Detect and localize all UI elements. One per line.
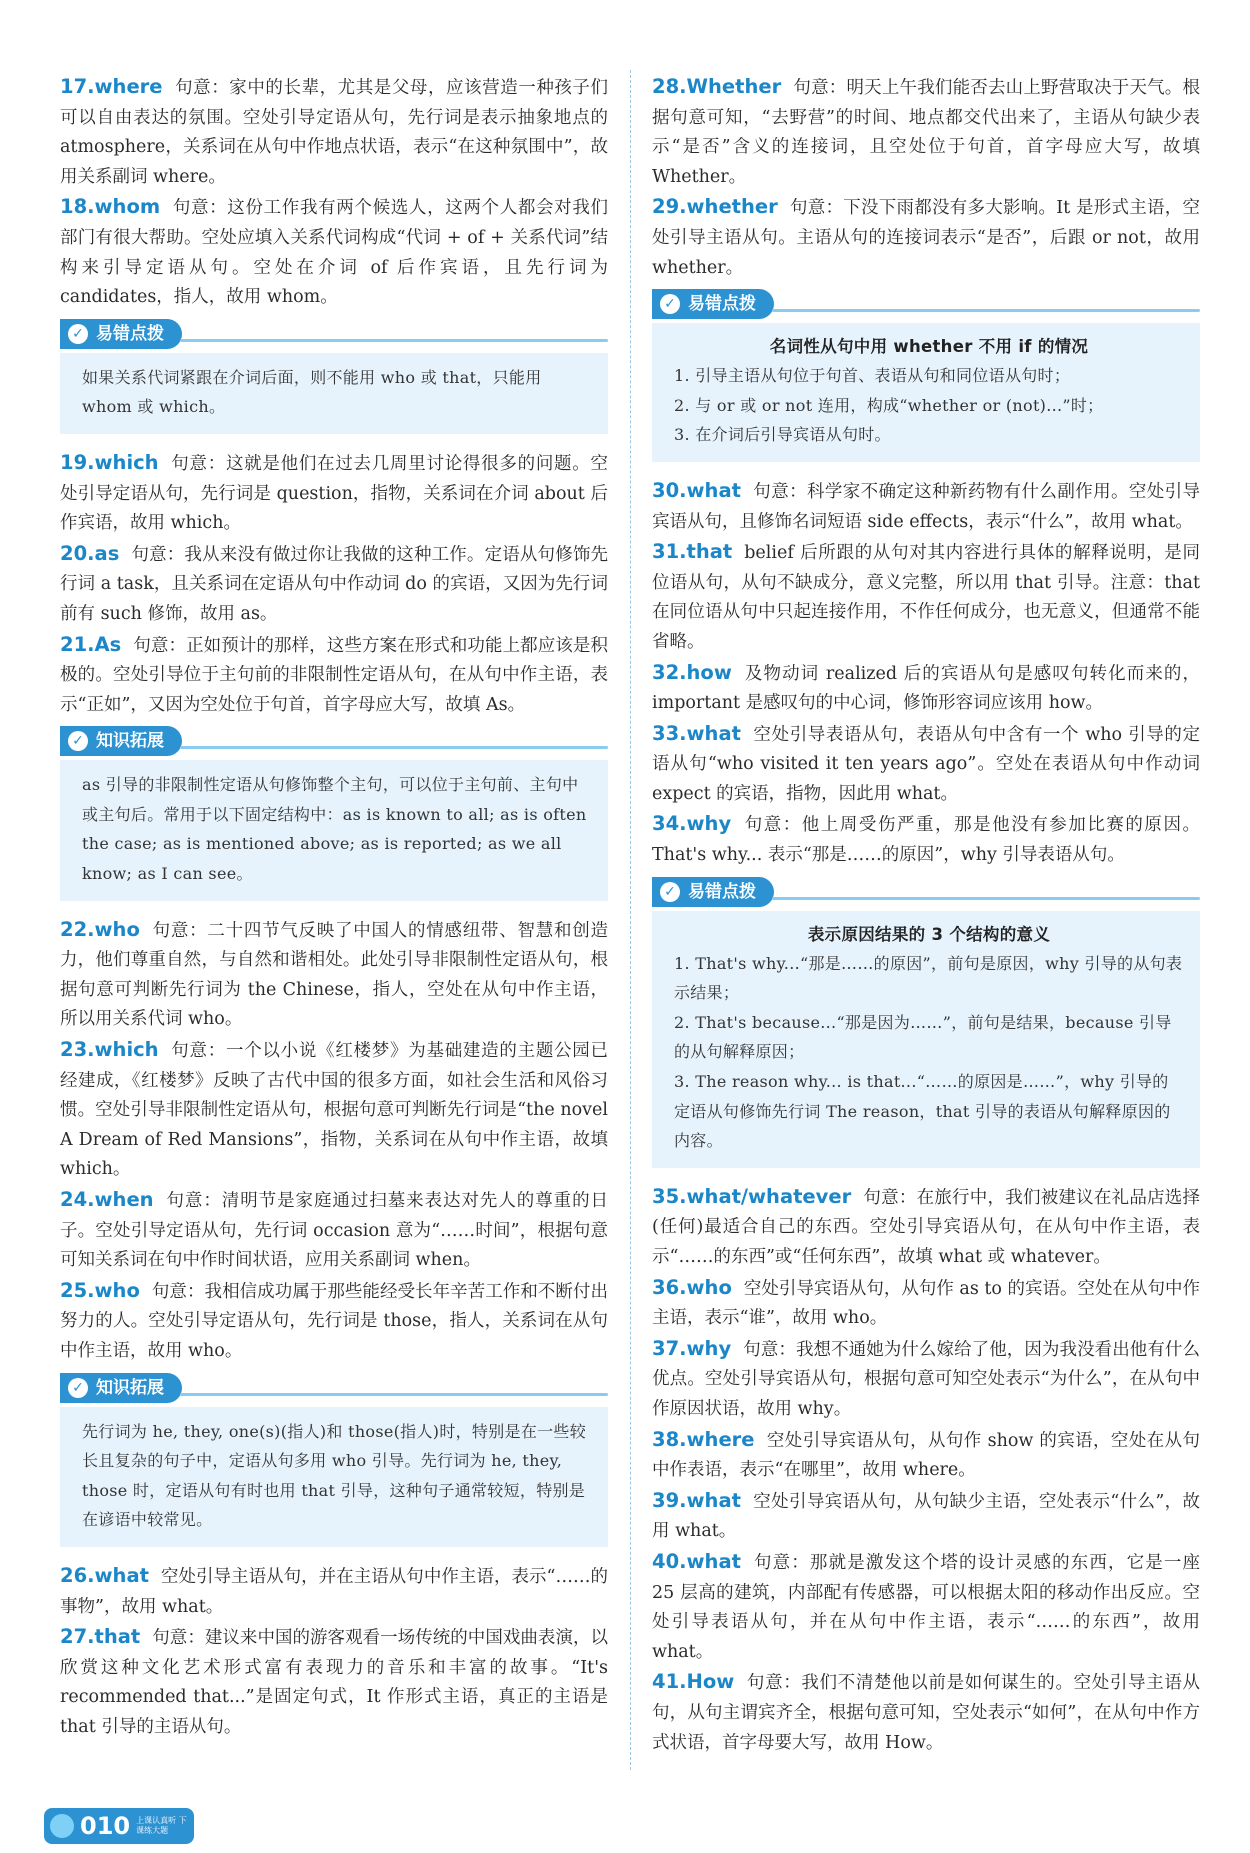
answer-entry (652, 476, 1200, 537)
answer-number: 25.who (60, 1278, 140, 1302)
answer-explanation: 句意：这就是他们在过去几周里讨论得很多的问题。空处引导定语从句，先行词是 question，指物，关系词在介词 about 后作宾语，故用 which。 (60, 453, 608, 534)
answer-explanation: 空处引导宾语从句，从句缺少主语，空处表示“什么”，故用 what。 (652, 1491, 1200, 1542)
right-entries-3 (652, 1182, 1200, 1758)
box-heading: 名词性从句中用 whether 不用 if 的情况 (769, 337, 1089, 357)
answer-entry (652, 1273, 1200, 1334)
box-tab (652, 289, 774, 319)
check-circle-icon: ✓ (660, 294, 680, 314)
check-circle-icon: ✓ (68, 1378, 88, 1398)
answer-entry (60, 192, 608, 312)
left-entries-4 (60, 1561, 608, 1743)
answer-number: 33.what (652, 721, 741, 745)
answer-number: 18.whom (60, 195, 161, 219)
answer-number: 36.who (652, 1275, 732, 1299)
answer-number: 20.as (60, 541, 120, 565)
answer-entry (652, 809, 1200, 870)
answer-entry (652, 1486, 1200, 1547)
box-line-1: 1. 引导主语从句位于句首、表语从句和同位语从句时； (674, 366, 1071, 386)
answer-number: 28.Whether (652, 75, 782, 98)
answer-number: 35.what/whatever (652, 1184, 852, 1208)
box-zhishi-2 (60, 1373, 608, 1547)
left-column (60, 72, 608, 1743)
answer-entry (652, 537, 1200, 657)
right-column (652, 72, 1200, 1758)
left-entries-3 (60, 915, 608, 1367)
answer-entry (60, 539, 608, 630)
answer-explanation: 句意：这份工作我有两个候选人，这两个人都会对我们部门有很大帮助。空处应填入关系代词构成“代词 + of + 关系代词”结构来引导定语从句。空处在介词 of 后作宾语，且先行词为 candidates，指人，故用 whom。 (60, 198, 608, 308)
box-header (652, 877, 1200, 911)
answer-explanation: 句意：在旅行中，我们被建议在礼品店选择(任何)最适合自己的东西。空处引导宾语从句，在从句中作主语，表示“……的东西”或“任何东西”，故填 what 或 whatever。 (652, 1187, 1200, 1267)
answer-number: 23.which (60, 1038, 159, 1062)
box-body (652, 323, 1200, 462)
box-yicuo-3 (652, 877, 1200, 1168)
answer-explanation: 句意：清明节是家庭通过扫墓来表达对先人的尊重的日子。空处引导定语从句，先行词 occasion 意为“……时间”，根据句意可知关系词在句中作时间状语，应用关系副词 when。 (60, 1191, 608, 1271)
box-tab (652, 877, 774, 907)
right-entries-2 (652, 476, 1200, 871)
answer-entry (60, 72, 608, 192)
answer-explanation: 句意：科学家不确定这种新药物有什么副作用。空处引导宾语从句，且修饰名词短语 side effects，表示“什么”，故用 what。 (652, 481, 1200, 532)
answer-explanation: 句意：建议来中国的游客观看一场传统的中国戏曲表演，以欣赏这种文化艺术形式富有表现力的音乐和丰富的故事。“It's recommended that...”是固定句式，It 作形式主语，真正的主语是 that 引导的主语从句。 (60, 1628, 608, 1737)
box-rule (772, 309, 1200, 312)
answer-explanation: 句意：家中的长辈，尤其是父母，应该营造一种孩子们可以自由表达的氛围。空处引导定语从句，先行词是表示抽象地点的 atmosphere，关系词在从句中作地点状语，表示“在这种氛围中”，故用关系副词 where。 (60, 78, 608, 187)
box-title-label: 知识拓展 (96, 731, 164, 752)
answer-number: 38.where (652, 1427, 755, 1451)
answer-number: 27.that (60, 1625, 141, 1649)
answer-entry (652, 658, 1200, 719)
answer-entry (60, 1622, 608, 1742)
answer-entry (60, 1035, 608, 1185)
box-body (652, 911, 1200, 1168)
column-divider (630, 70, 631, 1770)
box-line-1: 1. That's why...“那是……的原因”，前句是原因，why 引导的从句表示结果； (674, 953, 1183, 1003)
answer-number: 19.which (60, 450, 159, 474)
box-yicuo-2 (652, 289, 1200, 462)
answer-entry (652, 719, 1200, 810)
answer-entry (60, 630, 608, 721)
box-line-2: 2. That's because...“那是因为……”，前句是结果，because 引导的从句解释原因； (674, 1012, 1172, 1062)
box-header (60, 726, 608, 760)
box-body: 先行词为 he, they, one(s)(指人)和 those(指人)时，特别是在一些较长且复杂的句子中，定语从句多用 who 引导。先行词为 he, they, those 时，定语从句有时也用 that 引导，这种句子通常较短，特别是在谚语中较常见。 (60, 1407, 608, 1547)
box-rule (180, 746, 608, 749)
answer-entry (652, 1667, 1200, 1758)
box-header (60, 1373, 608, 1407)
answer-number: 40.what (652, 1549, 741, 1573)
box-header (60, 319, 608, 353)
answer-explanation: 句意：我想不通她为什么嫁给了他，因为我没看出他有什么优点。空处引导宾语从句，根据句意可知空处表示“为什么”，在从句中作原因状语，故用 why。 (652, 1339, 1200, 1419)
answer-explanation: 句意：我相信成功属于那些能经受长年辛苦工作和不断付出努力的人。空处引导定语从句，先行词是 those，指人，关系词在从句中作主语，故用 who。 (60, 1281, 608, 1361)
box-line-3: 3. 在介词后引导宾语从句时。 (674, 425, 891, 445)
answer-number: 31.that (652, 540, 733, 564)
box-line-2: 2. 与 or 或 or not 连用，构成“whether or (not)...”时； (674, 395, 1104, 415)
mascot-icon (50, 1814, 74, 1838)
check-circle-icon: ✓ (660, 882, 680, 902)
answer-explanation: 空处引导主语从句，并在主语从句中作主语，表示“……的事物”，故用 what。 (60, 1566, 608, 1617)
box-rule (180, 339, 608, 342)
right-entries-1 (652, 72, 1200, 283)
box-body: as 引导的非限制性定语从句修饰整个主句，可以位于主句前、主句中或主句后。常用于以下固定结构中：as is known to all; as is often the case; as is mentioned above; as is reported; as we all know; as I can see。 (60, 760, 608, 900)
answer-number: 24.when (60, 1188, 154, 1211)
page-footer (44, 1808, 194, 1844)
answer-number: 34.why (652, 812, 732, 836)
answer-number: 37.why (652, 1336, 732, 1360)
answer-number: 26.what (60, 1563, 149, 1587)
page-number: 010 (80, 1812, 131, 1840)
box-title-label: 知识拓展 (96, 1377, 164, 1398)
answer-number: 41.How (652, 1670, 735, 1694)
answer-explanation: belief 后所跟的从句对其内容进行具体的解释说明，是同位语从句，从句不缺成分，意义完整，所以用 that 引导。注意：that 在同位语从句中只起连接作用，不作任何成分，也无意义，但通常不能省略。 (652, 543, 1200, 652)
answer-entry (60, 1561, 608, 1622)
box-rule (180, 1393, 608, 1396)
answer-explanation: 及物动词 realized 后的宾语从句是感叹句转化而来的，important 是感叹句的中心词，修饰形容词应该用 how。 (652, 663, 1200, 714)
answer-number: 22.who (60, 917, 140, 941)
answer-entry (652, 1334, 1200, 1425)
box-title-label: 易错点拨 (96, 323, 164, 344)
answer-explanation: 空处引导宾语从句，从句作 as to 的宾语。空处在从句中作主语，表示“谁”，故用 who。 (652, 1278, 1201, 1329)
left-entries-2 (60, 448, 608, 720)
box-rule (772, 897, 1200, 900)
check-circle-icon: ✓ (68, 731, 88, 751)
answer-explanation: 句意：我们不清楚他以前是如何谋生的。空处引导主语从句，从句主谓宾齐全，根据句意可知，空处表示“如何”，在从句中作方式状语，首字母要大写，故用 How。 (652, 1673, 1200, 1753)
left-entries-1 (60, 72, 608, 313)
answer-explanation: 空处引导表语从句，表语从句中含有一个 who 引导的定语从句“who visited it ten years ago”。空处在表语从句中作动词 expect 的宾语，指物，因此用 what。 (652, 724, 1200, 804)
answer-number: 30.what (652, 478, 741, 502)
box-yicuo-1 (60, 319, 608, 434)
box-body: 如果关系代词紧跟在介词后面，则不能用 who 或 that，只能用 whom 或 which。 (60, 353, 608, 434)
answer-explanation: 句意：正如预计的那样，这些方案在形式和功能上都应该是积极的。空处引导位于主句前的非限制性定语从句，在从句中作主语，表示“正如”，又因为空处位于句首，首字母应大写，故填 As。 (60, 635, 608, 715)
answer-number: 29.whether (652, 195, 778, 219)
answer-entry (60, 1185, 608, 1276)
answer-explanation: 句意：我从来没有做过你让我做的这种工作。定语从句修饰先行词 a task，且关系词在定语从句中作动词 do 的宾语，又因为先行词前有 such 修饰，故用 as。 (60, 544, 608, 624)
answer-explanation: 句意：那就是激发这个塔的设计灵感的东西，它是一座 25 层高的建筑，内部配有传感器，可以根据太阳的移动作出反应。空处引导表语从句，并在从句中作主语，表示“……的东西”，故用 what。 (652, 1552, 1200, 1662)
box-title-label: 易错点拨 (688, 294, 756, 315)
box-tab (60, 726, 182, 756)
footer-caption: 上课认真听 下课练大题 (136, 1816, 187, 1835)
box-heading: 表示原因结果的 3 个结构的意义 (807, 924, 1051, 944)
answer-entry (60, 448, 608, 539)
answer-entry (652, 192, 1200, 283)
answer-entry (652, 1182, 1200, 1273)
answer-explanation: 句意：下没下雨都没有多大影响。It 是形式主语，空处引导主语从句。主语从句的连接词表示“是否”，后跟 or not，故用 whether。 (652, 198, 1200, 278)
answer-explanation: 空处引导宾语从句，从句作 show 的宾语，空处在从句中作表语，表示“在哪里”，故用 where。 (652, 1430, 1200, 1481)
answer-entry (60, 915, 608, 1035)
box-zhishi-1 (60, 726, 608, 900)
answer-explanation: 句意：明天上午我们能否去山上野营取决于天气。根据句意可知，“去野营”的时间、地点都交代出来了，主语从句缺少表示“是否”含义的连接词，且空处位于句首，首字母应大写，故填 Whether。 (652, 78, 1200, 187)
box-header (652, 289, 1200, 323)
box-tab (60, 1373, 182, 1403)
answer-explanation: 句意：一个以小说《红楼梦》为基础建造的主题公园已经建成，《红楼梦》反映了古代中国的很多方面，如社会生活和风俗习惯。空处引导非限制性定语从句，根据句意可判断先行词是“the novel A Dream of Red Mansions”，指物，关系词在从句中作主语，故填 which。 (60, 1041, 608, 1180)
answer-entry (652, 1425, 1200, 1486)
answer-entry (652, 1547, 1200, 1667)
box-tab (60, 319, 182, 349)
answer-explanation: 句意：二十四节气反映了中国人的情感纽带、智慧和创造力，他们尊重自然，与自然和谐相处。此处引导非限制性定语从句，根据句意可判断先行词为 the Chinese，指人，空处在从句中作主语，所以用关系代词 who。 (60, 920, 608, 1030)
answer-entry (60, 1276, 608, 1367)
check-circle-icon: ✓ (68, 324, 88, 344)
answer-entry (652, 72, 1200, 192)
answer-number: 21.As (60, 632, 122, 656)
answer-number: 32.how (652, 660, 732, 684)
box-line-3: 3. The reason why... is that...“……的原因是……”，why 引导的定语从句修饰先行词 The reason，that 引导的表语从句解释原因的内容。 (674, 1072, 1171, 1151)
answer-number: 17.where (60, 75, 163, 98)
answer-explanation: 句意：他上周受伤严重，那是他没有参加比赛的原因。That's why... 表示“那是……的原因”，why 引导表语从句。 (652, 815, 1200, 866)
box-title-label: 易错点拨 (688, 881, 756, 902)
answer-number: 39.what (652, 1488, 741, 1512)
